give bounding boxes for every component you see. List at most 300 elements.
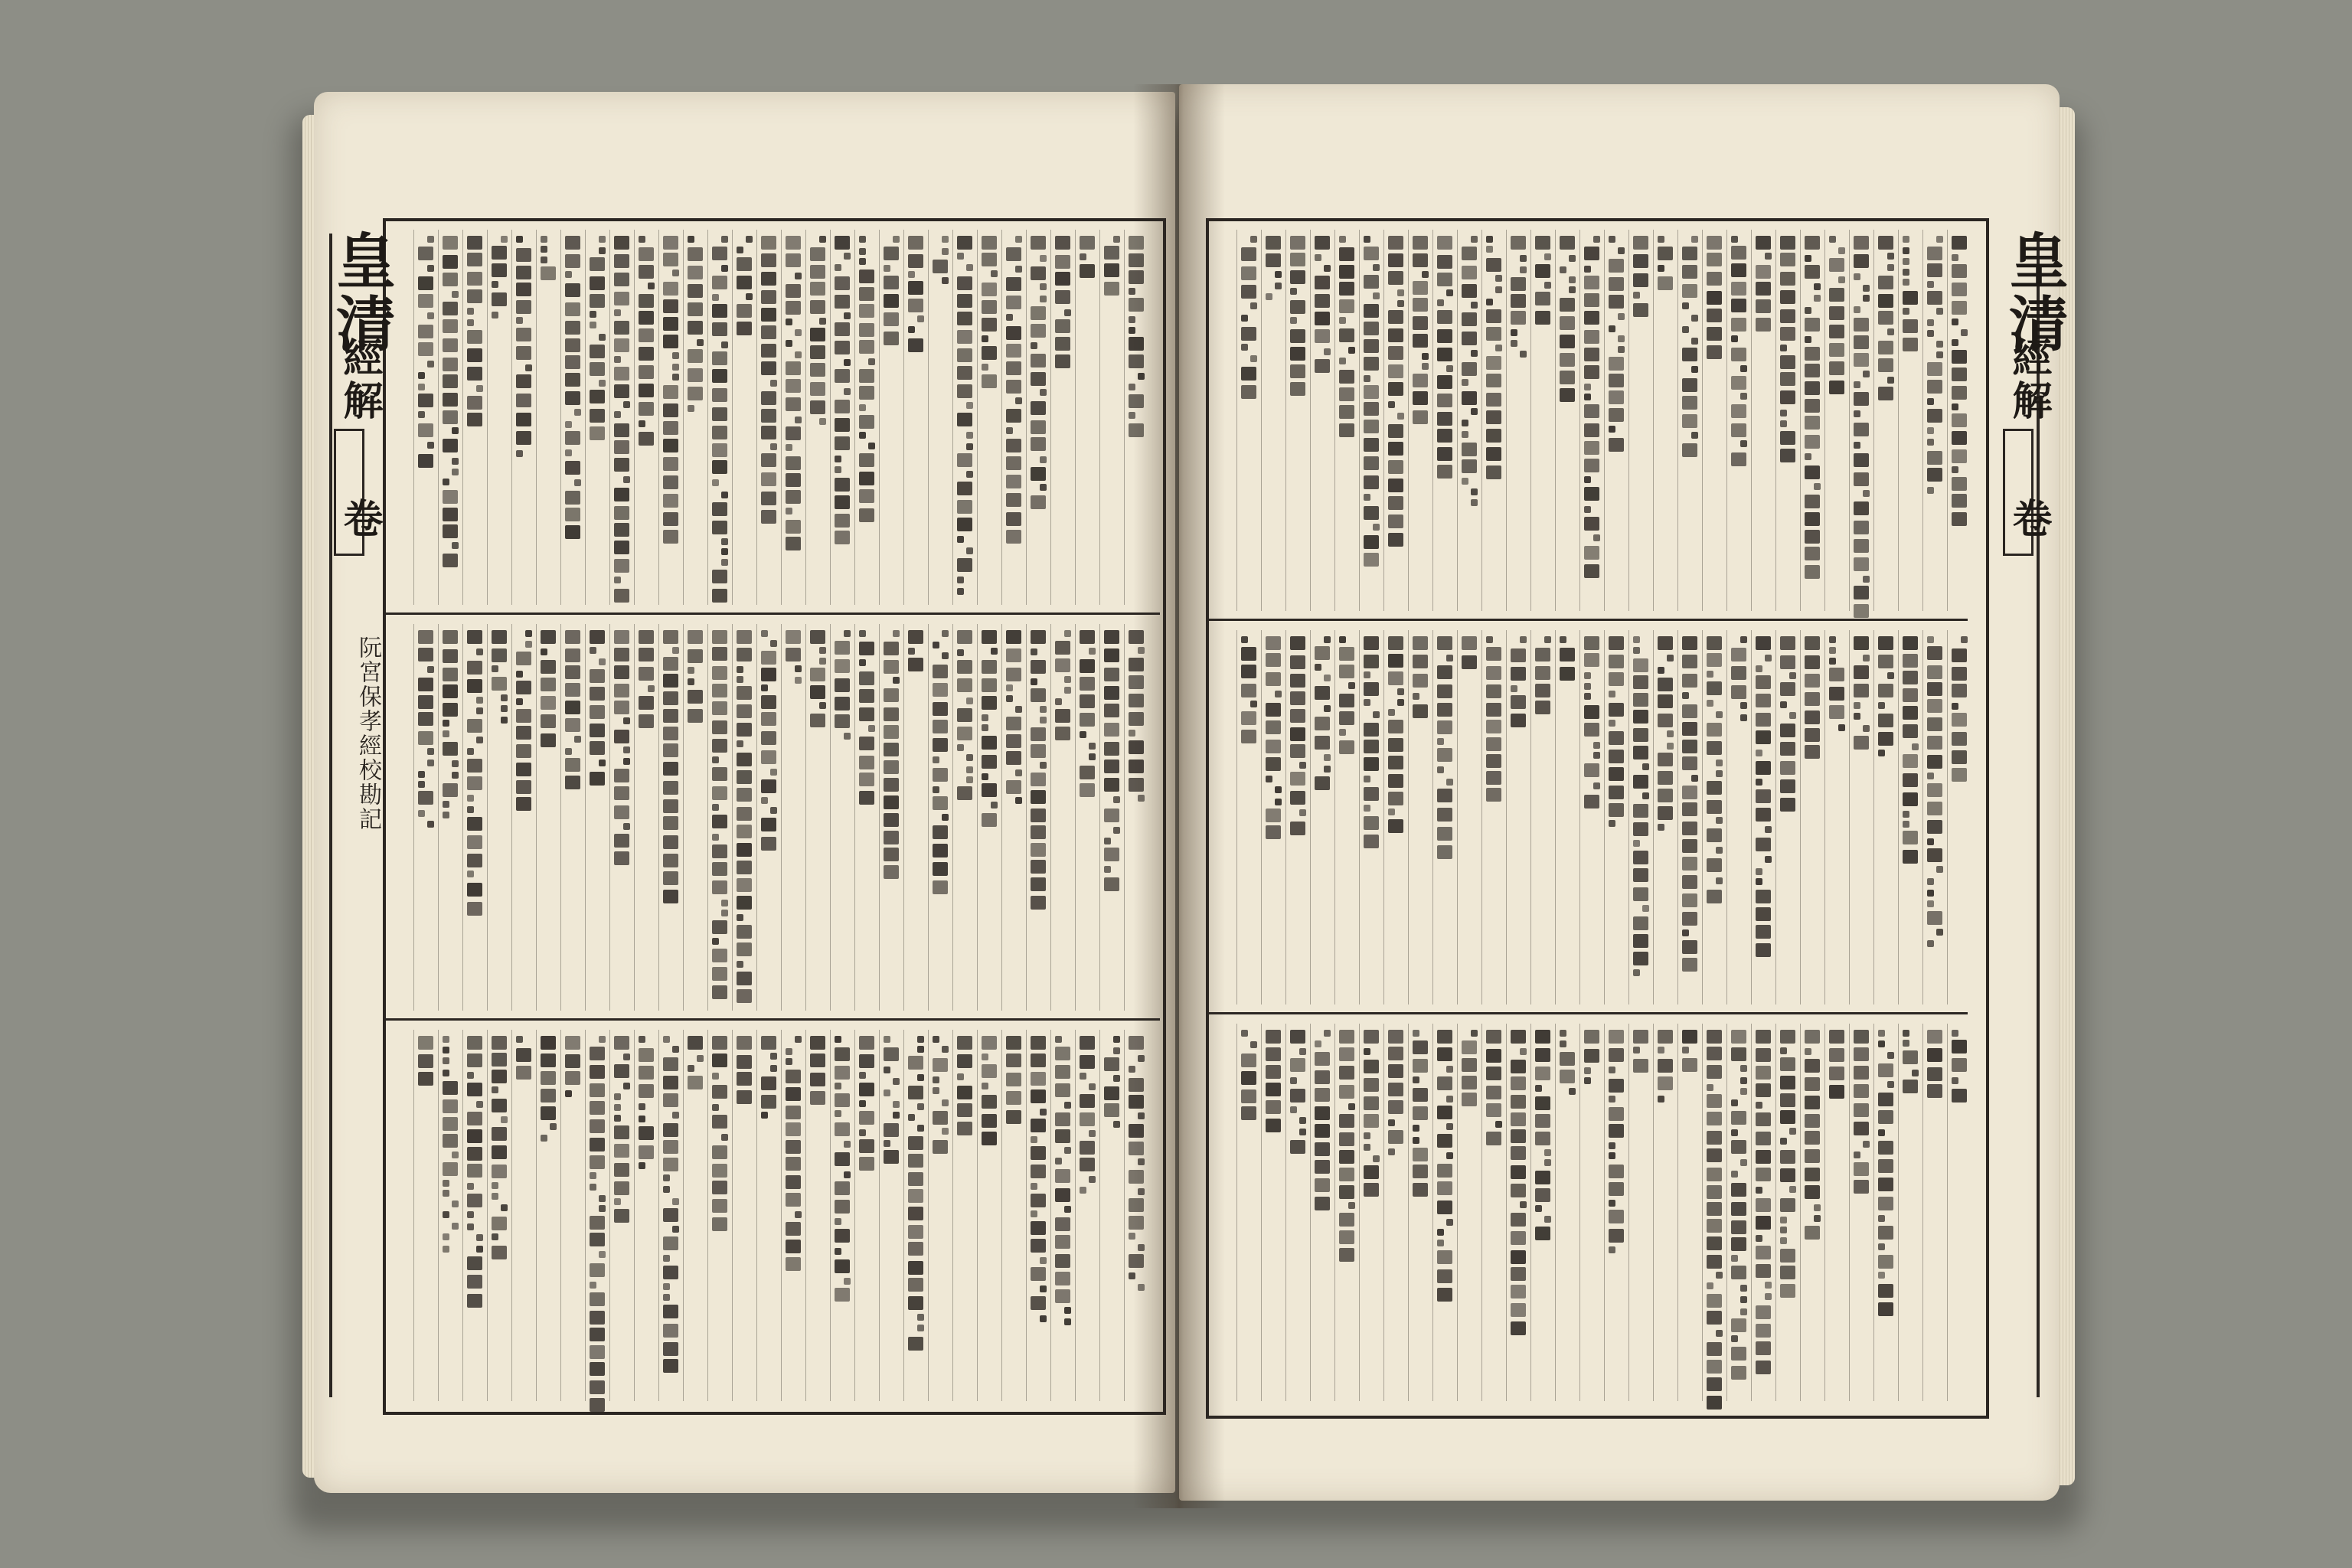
glyph-stroke	[1324, 705, 1331, 712]
glyph-stroke	[1104, 742, 1119, 756]
glyph-stroke	[1829, 668, 1844, 681]
glyph-stroke	[859, 756, 874, 769]
glyph-stroke	[1364, 385, 1379, 399]
glyph-stroke	[1471, 408, 1478, 415]
glyph-stroke	[835, 1181, 850, 1195]
glyph-stroke	[737, 788, 752, 802]
glyph-stroke	[908, 271, 915, 278]
glyph-stroke	[639, 236, 645, 243]
glyph-stroke	[1364, 1078, 1379, 1092]
glyph-stroke	[1315, 329, 1330, 343]
glyph-stroke	[1040, 1109, 1047, 1116]
glyph-stroke	[1031, 354, 1046, 368]
column-rule	[707, 1030, 708, 1401]
glyph-stroke	[452, 1200, 459, 1207]
glyph-stroke	[1364, 357, 1379, 371]
glyph-stroke	[859, 369, 874, 383]
column-rule	[658, 624, 659, 1011]
glyph-stroke	[893, 1101, 900, 1108]
glyph-stroke	[761, 731, 776, 745]
glyph-stroke	[1339, 665, 1354, 678]
glyph-stroke	[443, 668, 458, 681]
glyph-stroke	[590, 1263, 605, 1277]
glyph-stroke	[1388, 533, 1403, 547]
glyph-stroke	[1290, 791, 1305, 805]
glyph-stroke	[1878, 358, 1893, 372]
glyph-stroke	[1731, 335, 1738, 342]
glyph-stroke	[786, 490, 801, 504]
glyph-stroke	[1055, 1272, 1070, 1285]
glyph-stroke	[835, 341, 850, 354]
glyph-stroke	[712, 1036, 727, 1050]
glyph-stroke	[1462, 420, 1468, 426]
glyph-stroke	[1609, 295, 1624, 309]
column-rule	[1026, 230, 1027, 605]
glyph-stroke	[1462, 247, 1477, 260]
glyph-stroke	[1040, 255, 1047, 262]
glyph-stroke	[1437, 845, 1452, 859]
glyph-stroke	[786, 508, 792, 514]
glyph-stroke	[467, 236, 482, 250]
glyph-stroke	[1080, 783, 1095, 797]
glyph-stroke	[712, 1145, 727, 1159]
glyph-stroke	[590, 409, 605, 423]
glyph-stroke	[835, 1110, 841, 1117]
column-rule	[683, 624, 684, 1011]
column-rule	[1432, 230, 1433, 611]
glyph-stroke	[565, 391, 580, 405]
glyph-stroke	[1486, 246, 1493, 253]
glyph-stroke	[1364, 636, 1379, 650]
glyph-stroke	[982, 364, 988, 371]
glyph-stroke	[639, 1126, 654, 1140]
glyph-stroke	[1756, 1030, 1771, 1044]
glyph-stroke	[1006, 296, 1021, 309]
glyph-stroke	[1633, 804, 1648, 818]
glyph-stroke	[1756, 1361, 1771, 1374]
glyph-stroke	[1633, 647, 1640, 654]
glyph-stroke	[590, 311, 596, 318]
glyph-stroke	[966, 402, 973, 409]
glyph-stroke	[1129, 298, 1144, 312]
glyph-stroke	[1740, 440, 1747, 447]
glyph-stroke	[1040, 1315, 1047, 1322]
glyph-stroke	[1339, 1213, 1354, 1227]
glyph-stroke	[1887, 1052, 1894, 1059]
glyph-stroke	[1609, 1210, 1624, 1223]
glyph-stroke	[1315, 1070, 1330, 1084]
glyph-stroke	[1609, 1229, 1624, 1243]
glyph-stroke	[1462, 362, 1477, 376]
glyph-stroke	[761, 409, 776, 423]
glyph-stroke	[712, 756, 719, 763]
glyph-stroke	[541, 1135, 547, 1142]
glyph-stroke	[786, 648, 801, 662]
glyph-stroke	[1633, 1047, 1640, 1054]
glyph-stroke	[1511, 1213, 1526, 1227]
column-rule	[1408, 1024, 1409, 1401]
glyph-stroke	[590, 687, 605, 701]
glyph-stroke	[599, 1251, 606, 1258]
glyph-stroke	[1486, 466, 1501, 479]
glyph-stroke	[1912, 743, 1919, 750]
glyph-stroke	[1535, 1188, 1550, 1202]
glyph-stroke	[1104, 760, 1119, 773]
glyph-stroke	[1080, 264, 1095, 278]
glyph-stroke	[1609, 1246, 1615, 1253]
glyph-stroke	[467, 1294, 482, 1308]
glyph-stroke	[590, 1311, 605, 1325]
glyph-stroke	[492, 281, 498, 288]
glyph-stroke	[1241, 636, 1248, 643]
glyph-stroke	[1936, 866, 1943, 873]
glyph-stroke	[1584, 476, 1591, 483]
column-rule	[536, 230, 537, 605]
glyph-stroke	[492, 630, 507, 644]
glyph-stroke	[933, 702, 948, 716]
glyph-stroke	[737, 1055, 752, 1069]
column-rule	[879, 1030, 880, 1401]
glyph-stroke	[418, 781, 425, 788]
glyph-stroke	[590, 1216, 605, 1230]
glyph-stroke	[1609, 1079, 1624, 1093]
glyph-stroke	[1364, 339, 1379, 353]
glyph-stroke	[1129, 1142, 1144, 1155]
glyph-stroke	[1780, 742, 1795, 756]
glyph-stroke	[1838, 724, 1845, 731]
glyph-stroke	[614, 769, 629, 782]
glyph-stroke	[844, 733, 851, 740]
glyph-stroke	[1031, 420, 1046, 434]
glyph-stroke	[599, 1195, 606, 1202]
glyph-stroke	[1952, 768, 1967, 782]
glyph-stroke	[884, 760, 899, 774]
glyph-stroke	[1462, 332, 1477, 345]
glyph-stroke	[467, 396, 482, 410]
glyph-stroke	[1682, 655, 1697, 668]
glyph-stroke	[1927, 362, 1942, 376]
glyph-stroke	[761, 797, 768, 804]
glyph-stroke	[1609, 1030, 1624, 1044]
glyph-stroke	[1682, 396, 1697, 410]
glyph-stroke	[1927, 773, 1934, 779]
glyph-stroke	[1756, 675, 1771, 689]
glyph-stroke	[1691, 338, 1698, 345]
glyph-stroke	[1927, 890, 1934, 897]
glyph-stroke	[590, 1172, 596, 1179]
glyph-stroke	[1080, 236, 1095, 250]
glyph-stroke	[1633, 292, 1640, 299]
glyph-stroke	[1437, 1164, 1452, 1178]
column-rule	[560, 624, 561, 1011]
glyph-stroke	[712, 804, 719, 811]
glyph-stroke	[688, 690, 703, 704]
glyph-stroke	[1129, 337, 1144, 351]
glyph-stroke	[1584, 348, 1599, 361]
glyph-stroke	[1511, 1285, 1526, 1298]
glyph-stroke	[1707, 800, 1722, 814]
glyph-stroke	[1584, 763, 1599, 777]
glyph-stroke	[1437, 665, 1452, 679]
glyph-stroke	[1903, 792, 1918, 806]
glyph-stroke	[1055, 290, 1070, 304]
glyph-stroke	[614, 384, 629, 398]
glyph-stroke	[1446, 655, 1453, 662]
glyph-stroke	[1609, 672, 1624, 686]
glyph-stroke	[859, 472, 874, 485]
glyph-stroke	[1707, 723, 1722, 737]
glyph-stroke	[933, 1036, 939, 1043]
glyph-stroke	[614, 321, 629, 335]
glyph-stroke	[908, 1242, 923, 1256]
glyph-stroke	[1364, 757, 1379, 771]
glyph-stroke	[1780, 798, 1795, 812]
glyph-stroke	[712, 1104, 719, 1111]
glyph-stroke	[443, 649, 458, 663]
glyph-stroke	[1364, 671, 1370, 678]
glyph-stroke	[1275, 691, 1282, 697]
glyph-stroke	[761, 750, 776, 764]
glyph-stroke	[614, 309, 621, 316]
glyph-stroke	[1266, 825, 1281, 839]
column-rule	[805, 230, 806, 605]
glyph-stroke	[1658, 789, 1673, 802]
glyph-stroke	[1388, 364, 1403, 378]
glyph-stroke	[712, 920, 727, 934]
glyph-stroke	[1863, 725, 1870, 732]
glyph-stroke	[957, 744, 964, 751]
glyph-stroke	[859, 689, 874, 703]
glyph-stroke	[1618, 313, 1625, 320]
glyph-stroke	[1006, 1091, 1021, 1105]
left-volume-label: 卷	[336, 498, 383, 541]
glyph-stroke	[737, 630, 752, 644]
glyph-stroke	[492, 263, 507, 277]
glyph-stroke	[639, 365, 654, 379]
glyph-stroke	[427, 236, 434, 243]
glyph-stroke	[1437, 1047, 1452, 1061]
glyph-stroke	[492, 1036, 507, 1050]
glyph-stroke	[1780, 372, 1795, 386]
glyph-stroke	[1952, 648, 1967, 662]
glyph-stroke	[1462, 655, 1477, 669]
glyph-stroke	[982, 630, 997, 644]
glyph-stroke	[712, 767, 727, 781]
glyph-stroke	[1593, 742, 1600, 749]
glyph-stroke	[1756, 665, 1762, 672]
glyph-stroke	[1315, 1142, 1330, 1156]
glyph-stroke	[1707, 291, 1722, 305]
glyph-stroke	[1388, 514, 1403, 528]
glyph-stroke	[663, 421, 678, 435]
column-rule	[683, 230, 684, 605]
glyph-stroke	[786, 1048, 792, 1055]
glyph-stroke	[1299, 1048, 1306, 1055]
glyph-stroke	[1731, 1347, 1746, 1361]
glyph-stroke	[614, 630, 629, 644]
glyph-stroke	[1829, 361, 1844, 375]
glyph-stroke	[1952, 386, 1967, 400]
glyph-stroke	[933, 738, 948, 752]
glyph-stroke	[1388, 774, 1403, 788]
glyph-stroke	[590, 1380, 605, 1394]
glyph-stroke	[1006, 668, 1021, 681]
glyph-stroke	[1339, 1047, 1354, 1061]
glyph-stroke	[1633, 710, 1648, 724]
glyph-stroke	[541, 733, 556, 747]
glyph-stroke	[672, 364, 679, 371]
glyph-stroke	[443, 1036, 449, 1043]
glyph-stroke	[1707, 1294, 1722, 1308]
glyph-stroke	[746, 236, 753, 243]
glyph-stroke	[712, 701, 727, 715]
glyph-stroke	[1266, 703, 1281, 717]
glyph-stroke	[1486, 429, 1501, 443]
glyph-stroke	[1814, 1204, 1821, 1211]
glyph-stroke	[786, 1087, 801, 1101]
glyph-stroke	[1104, 877, 1119, 891]
glyph-stroke	[737, 648, 752, 662]
glyph-stroke	[1927, 636, 1934, 643]
glyph-stroke	[663, 475, 678, 489]
glyph-stroke	[1854, 1066, 1869, 1080]
glyph-stroke	[418, 712, 433, 726]
glyph-stroke	[942, 236, 949, 243]
glyph-stroke	[1290, 288, 1297, 295]
glyph-stroke	[1031, 1089, 1046, 1103]
glyph-stroke	[859, 304, 874, 318]
glyph-stroke	[1446, 1219, 1453, 1226]
glyph-stroke	[737, 914, 743, 921]
glyph-stroke	[810, 1091, 825, 1105]
column-rule	[756, 230, 757, 605]
glyph-stroke	[467, 289, 482, 303]
glyph-stroke	[957, 1122, 972, 1135]
glyph-stroke	[1055, 1065, 1070, 1079]
glyph-stroke	[1829, 343, 1844, 357]
column-rule	[1947, 630, 1948, 1004]
glyph-stroke	[835, 659, 850, 673]
glyph-stroke	[1887, 1081, 1894, 1088]
glyph-stroke	[835, 1259, 850, 1273]
glyph-stroke	[1707, 741, 1722, 755]
glyph-stroke	[1364, 402, 1379, 416]
column-rule	[634, 624, 635, 1011]
glyph-stroke	[1560, 371, 1575, 384]
glyph-stroke	[1584, 672, 1591, 679]
glyph-stroke	[786, 397, 801, 411]
glyph-stroke	[746, 293, 753, 300]
glyph-stroke	[1388, 460, 1403, 474]
glyph-stroke	[1388, 424, 1403, 438]
glyph-stroke	[1241, 315, 1248, 322]
glyph-stroke	[712, 388, 727, 402]
glyph-stroke	[1055, 1129, 1070, 1143]
glyph-stroke	[1364, 304, 1379, 318]
glyph-stroke	[1388, 442, 1403, 456]
glyph-stroke	[1462, 1040, 1477, 1054]
glyph-stroke	[1903, 258, 1909, 265]
glyph-stroke	[1413, 1059, 1428, 1073]
glyph-stroke	[1863, 285, 1870, 292]
glyph-stroke	[810, 247, 825, 261]
glyph-stroke	[565, 373, 580, 387]
glyph-stroke	[1609, 803, 1624, 817]
glyph-stroke	[917, 1036, 924, 1043]
glyph-stroke	[712, 443, 727, 457]
glyph-stroke	[639, 247, 654, 261]
glyph-stroke	[1129, 236, 1144, 250]
glyph-stroke	[1315, 1178, 1330, 1192]
column-rule	[1726, 230, 1727, 611]
glyph-stroke	[1486, 647, 1501, 661]
glyph-stroke	[884, 778, 899, 792]
glyph-stroke	[418, 384, 425, 390]
glyph-stroke	[908, 1296, 923, 1310]
glyph-stroke	[1936, 351, 1943, 358]
glyph-stroke	[1584, 330, 1599, 344]
column-rule	[438, 1030, 439, 1401]
column-rule	[1775, 1024, 1776, 1401]
glyph-stroke	[1250, 1041, 1257, 1048]
glyph-stroke	[639, 1036, 645, 1043]
glyph-stroke	[1511, 1303, 1526, 1317]
glyph-stroke	[1339, 1230, 1354, 1244]
glyph-stroke	[1805, 655, 1820, 669]
column-rule	[1457, 630, 1458, 1004]
glyph-stroke	[639, 432, 654, 446]
glyph-stroke	[1952, 339, 1958, 346]
glyph-stroke	[1413, 1137, 1419, 1144]
glyph-stroke	[1863, 371, 1870, 377]
glyph-stroke	[443, 410, 458, 424]
glyph-stroke	[1682, 912, 1697, 926]
glyph-stroke	[1462, 1076, 1477, 1089]
glyph-stroke	[933, 862, 948, 876]
glyph-stroke	[737, 686, 752, 700]
glyph-stroke	[884, 265, 890, 272]
glyph-stroke	[590, 1282, 596, 1289]
glyph-stroke	[663, 1174, 670, 1181]
glyph-stroke	[1682, 348, 1697, 361]
glyph-stroke	[859, 1129, 866, 1136]
glyph-stroke	[1927, 247, 1942, 260]
glyph-stroke	[1511, 1267, 1526, 1281]
glyph-stroke	[1609, 767, 1624, 781]
glyph-stroke	[1364, 1060, 1379, 1073]
glyph-stroke	[1569, 255, 1576, 262]
column-rule	[462, 624, 463, 1011]
glyph-stroke	[1462, 1093, 1477, 1106]
column-rule	[1383, 1024, 1384, 1401]
glyph-stroke	[1104, 686, 1119, 700]
glyph-stroke	[1927, 755, 1942, 769]
glyph-stroke	[1878, 1178, 1893, 1191]
glyph-stroke	[492, 1070, 507, 1083]
glyph-stroke	[639, 714, 654, 728]
glyph-stroke	[1413, 655, 1428, 668]
glyph-stroke	[1055, 727, 1070, 740]
column-rule	[1026, 624, 1027, 1011]
glyph-stroke	[1584, 795, 1599, 808]
glyph-stroke	[982, 300, 997, 314]
glyph-stroke	[1241, 711, 1256, 725]
glyph-stroke	[835, 1218, 841, 1225]
glyph-stroke	[418, 411, 425, 418]
glyph-stroke	[1535, 666, 1550, 680]
column-rule	[1506, 630, 1507, 1004]
glyph-stroke	[1129, 394, 1144, 408]
